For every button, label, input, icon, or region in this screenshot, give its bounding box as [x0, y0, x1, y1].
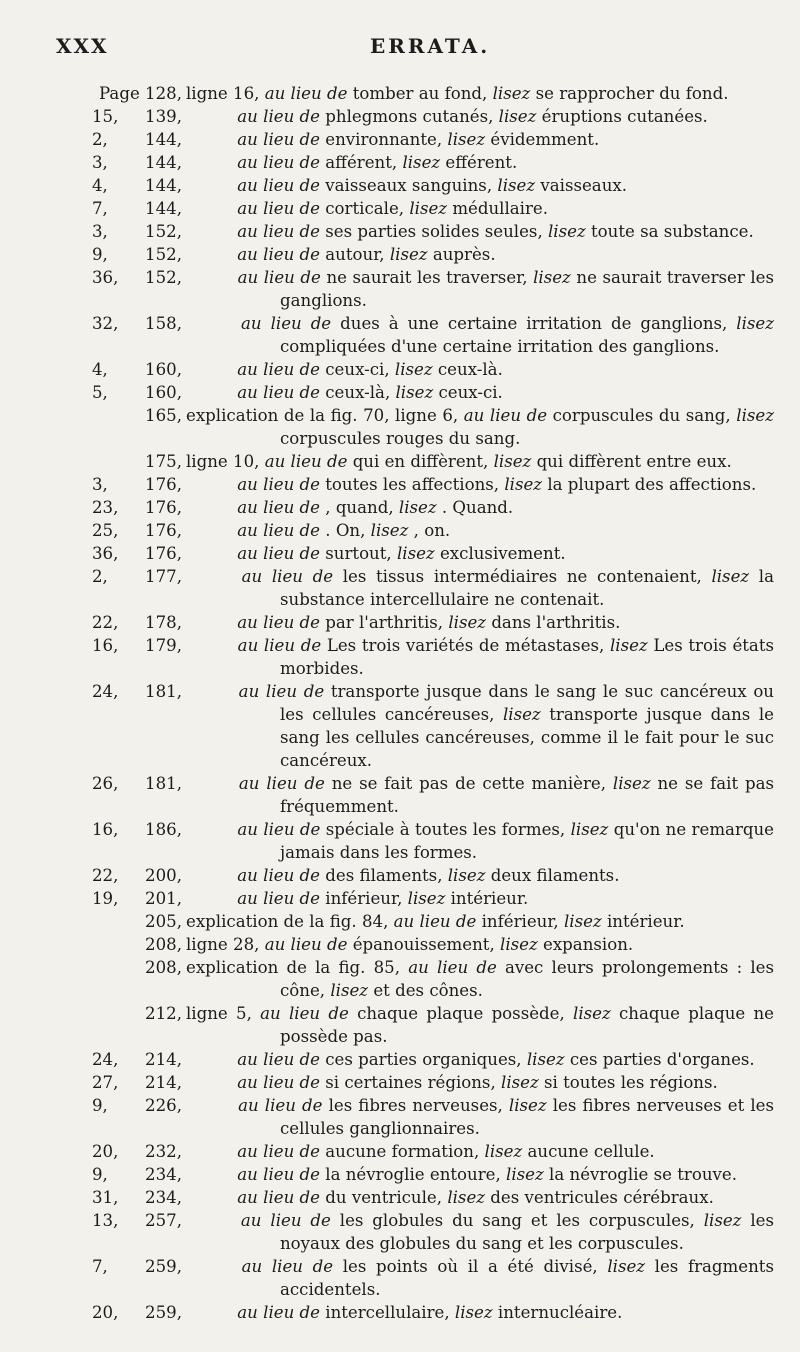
line-number: 24, [92, 682, 119, 701]
correct-text: expansion. [543, 935, 634, 954]
errata-entry [0, 1002, 800, 1048]
errata-entry [0, 312, 800, 358]
line-number: 20, [92, 1303, 119, 1322]
line-number: 16, [92, 820, 119, 839]
read-label: lisez [508, 1096, 547, 1115]
errata-entry [0, 1140, 800, 1163]
read-label: lisez [484, 1142, 523, 1161]
wrong-text: afférent, [325, 153, 398, 172]
instead-label: au lieu de [237, 613, 320, 632]
correct-text: se rapprocher du fond. [535, 84, 729, 103]
correct-text: aucune cellule. [527, 1142, 655, 1161]
read-label: lisez [607, 1257, 646, 1276]
wrong-text: avec leurs prolongements : les cône, [280, 958, 775, 1000]
read-label: lisez [389, 245, 428, 264]
correct-text: intérieur. [606, 912, 685, 931]
line-number: 23, [92, 498, 119, 517]
line-number: 28, [233, 935, 260, 954]
instead-label: au lieu de [238, 774, 325, 793]
page-number: 160, [145, 360, 182, 379]
wrong-text: ceux-ci, [325, 360, 390, 379]
page-number: 259, [145, 1257, 182, 1276]
read-label: lisez [500, 935, 538, 954]
wrong-text: ceux-là, [325, 383, 391, 402]
read-label: lisez [501, 1073, 539, 1092]
instead-label: au lieu de [237, 889, 320, 908]
read-label: lisez [447, 866, 486, 885]
errata-entry [0, 473, 800, 496]
read-label: lisez [570, 820, 609, 839]
read-label: lisez [497, 176, 536, 195]
read-label: lisez [492, 84, 531, 103]
errata-entry [0, 1048, 800, 1071]
errata-entry [0, 680, 800, 772]
errata-text [186, 404, 774, 450]
correct-text: ceux-là. [437, 360, 503, 379]
line-number: 36, [92, 268, 119, 287]
errata-entry [0, 1186, 800, 1209]
read-label: lisez [493, 452, 532, 471]
instead-label: au lieu de [237, 1142, 320, 1161]
line-prefix: ligne [186, 84, 228, 103]
errata-text [186, 956, 775, 1002]
correct-text: corpuscules rouges du sang. [280, 429, 521, 448]
correct-text: si toutes les régions. [544, 1073, 718, 1092]
wrong-text: par l'arthritis, [325, 613, 444, 632]
correct-text: évidemment. [490, 130, 600, 149]
read-label: lisez [736, 406, 774, 425]
page-number: 158, [145, 314, 182, 333]
page-number: 160, [145, 383, 182, 402]
page-number: 144, [145, 176, 182, 195]
read-label: lisez [573, 1004, 611, 1023]
instead-label: au lieu de [237, 199, 320, 218]
line-prefix: explication de la fig. 70, ligne 6, [186, 406, 459, 425]
page-number: 214, [145, 1073, 182, 1092]
page-number: 257, [145, 1211, 182, 1230]
line-number: 4, [92, 360, 108, 379]
page-number: 200, [145, 866, 182, 885]
instead-label: au lieu de [237, 521, 320, 540]
page-number: 214, [145, 1050, 182, 1069]
page-number: 232, [145, 1142, 182, 1161]
page-number: 212, [145, 1004, 182, 1023]
errata-entry [0, 864, 800, 887]
read-label: lisez [447, 1188, 486, 1207]
correct-text: compliquées d'une certaine irritation des ganglions. [280, 337, 720, 356]
read-label: lisez [548, 222, 586, 241]
read-label: lisez [448, 613, 487, 632]
instead-label: au lieu de [264, 935, 348, 954]
read-label: lisez [506, 1165, 544, 1184]
instead-label: au lieu de [237, 636, 322, 655]
correct-text: Les trois états morbides. [280, 636, 775, 678]
errata-entry [0, 772, 800, 818]
read-label: lisez [409, 199, 448, 218]
page-number: 259, [145, 1303, 182, 1322]
instead-label: au lieu de [264, 84, 348, 103]
line-number: 26, [92, 774, 119, 793]
instead-label: au lieu de [264, 452, 348, 471]
wrong-text: la névroglie entoure, [325, 1165, 501, 1184]
line-number: 24, [92, 1050, 119, 1069]
wrong-text: inférieur, [481, 912, 559, 931]
wrong-text: environnante, [325, 130, 443, 149]
correct-text: transporte jusque dans le sang les cellules cancéreuses, comme il le fait pour le suc cancéreux. [280, 705, 774, 770]
line-number: 3, [92, 153, 108, 172]
errata-text [186, 910, 774, 933]
instead-label: au lieu de [237, 153, 320, 172]
read-label: lisez [502, 705, 541, 724]
page-number: 176, [145, 521, 182, 540]
instead-label: au lieu de [237, 1073, 320, 1092]
line-prefix: explication de la fig. 84, [186, 912, 389, 931]
line-number: 10, [233, 452, 260, 471]
instead-label: au lieu de [237, 245, 320, 264]
wrong-text: ne se fait pas de cette manière, [331, 774, 607, 793]
line-prefix: ligne [186, 935, 228, 954]
correct-text: la substance intercellulaire ne contenait. [280, 567, 774, 609]
correct-text: . Quand. [441, 498, 514, 517]
instead-label: au lieu de [237, 498, 320, 517]
line-number: 36, [92, 544, 119, 563]
read-label: lisez [454, 1303, 493, 1322]
wrong-text: corticale, [325, 199, 405, 218]
errata-entry [0, 1094, 800, 1140]
line-number: 13, [92, 1211, 119, 1230]
correct-text: deux filaments. [490, 866, 620, 885]
page-number: 152, [145, 268, 182, 287]
page-header [0, 34, 800, 64]
errata-entry [0, 220, 800, 243]
wrong-text: les fibres nerveuses, [328, 1096, 503, 1115]
correct-text: efférent. [445, 153, 518, 172]
instead-label: au lieu de [260, 1004, 349, 1023]
read-label: lisez [402, 153, 441, 172]
page-number: Page 128, [99, 84, 182, 103]
wrong-text: les globules du sang et les corpuscules, [339, 1211, 695, 1230]
correct-text: la plupart des affections. [547, 475, 757, 494]
page-folio: XXX [56, 34, 109, 58]
read-label: lisez [711, 567, 750, 586]
wrong-text: ses parties solides seules, [325, 222, 543, 241]
errata-entry [0, 381, 800, 404]
instead-label: au lieu de [238, 1096, 323, 1115]
instead-label: au lieu de [237, 176, 320, 195]
page-number: 144, [145, 199, 182, 218]
errata-entry [0, 933, 800, 956]
instead-label: au lieu de [241, 314, 332, 333]
line-prefix: explication de la fig. 85, [186, 958, 401, 977]
line-number: 9, [92, 1165, 108, 1184]
instead-label: au lieu de [237, 130, 320, 149]
errata-entry [0, 450, 800, 473]
instead-label: au lieu de [408, 958, 497, 977]
instead-label: au lieu de [237, 1188, 320, 1207]
wrong-text: toutes les affections, [325, 475, 500, 494]
errata-text [186, 82, 774, 105]
page-number: 178, [145, 613, 182, 632]
read-label: lisez [609, 636, 648, 655]
correct-text: des ventricules cérébraux. [490, 1188, 714, 1207]
errata-entry [0, 565, 800, 611]
instead-label: au lieu de [393, 912, 477, 931]
wrong-text: ces parties organiques, [325, 1050, 522, 1069]
wrong-text: du ventricule, [325, 1188, 443, 1207]
wrong-text: chaque plaque possède, [357, 1004, 565, 1023]
page-number: 176, [145, 498, 182, 517]
read-label: lisez [398, 498, 437, 517]
line-prefix: ligne [186, 452, 228, 471]
errata-entry [0, 151, 800, 174]
wrong-text: si certaines régions, [325, 1073, 496, 1092]
instead-label: au lieu de [237, 1165, 320, 1184]
errata-text [186, 1002, 774, 1048]
correct-text: qui diffèrent entre eux. [536, 452, 732, 471]
wrong-text: phlegmons cutanés, [325, 107, 494, 126]
page-number: 144, [145, 153, 182, 172]
page-number: 179, [145, 636, 182, 655]
correct-text: ne se fait pas fréquemment. [280, 774, 775, 816]
correct-text: , on. [413, 521, 451, 540]
line-number: 5, [236, 1004, 252, 1023]
correct-text: internucléaire. [497, 1303, 623, 1322]
read-label: lisez [504, 475, 543, 494]
correct-text: intérieur. [450, 889, 529, 908]
errata-entry [0, 105, 800, 128]
errata-entry [0, 887, 800, 910]
page-number: 205, [145, 912, 182, 931]
errata-entry [0, 1209, 800, 1255]
wrong-text: dues à une certaine irritation de ganglions, [340, 314, 728, 333]
correct-text: ne saurait traverser les ganglions. [280, 268, 775, 310]
errata-entry [0, 611, 800, 634]
line-number: 32, [92, 314, 119, 333]
instead-label: au lieu de [241, 1257, 334, 1276]
read-label: lisez [533, 268, 571, 287]
line-number: 16, [233, 84, 260, 103]
wrong-text: surtout, [325, 544, 392, 563]
correct-text: dans l'arthritis. [491, 613, 621, 632]
correct-text: chaque plaque ne possède pas. [280, 1004, 774, 1046]
line-number: 31, [92, 1188, 119, 1207]
wrong-text: tomber au fond, [352, 84, 488, 103]
instead-label: au lieu de [240, 1211, 331, 1230]
read-label: lisez [526, 1050, 565, 1069]
instead-label: au lieu de [237, 383, 320, 402]
correct-text: ces parties d'organes. [569, 1050, 755, 1069]
line-number: 22, [92, 613, 119, 632]
line-number: 25, [92, 521, 119, 540]
instead-label: au lieu de [237, 544, 320, 563]
wrong-text: autour, [325, 245, 385, 264]
errata-entry [0, 542, 800, 565]
wrong-text: . On, [325, 521, 366, 540]
instead-label: au lieu de [241, 567, 334, 586]
read-label: lisez [498, 107, 537, 126]
page-number: 139, [145, 107, 182, 126]
read-label: lisez [396, 544, 435, 563]
errata-entry [0, 910, 800, 933]
page-number: 177, [145, 567, 182, 586]
instead-label: au lieu de [237, 107, 320, 126]
wrong-text: qui en diffèrent, [352, 452, 489, 471]
wrong-text: , quand, [325, 498, 394, 517]
wrong-text: les tissus intermédiaires ne contenaient, [342, 567, 702, 586]
errata-entry [0, 519, 800, 542]
errata-entry [0, 82, 800, 105]
correct-text: ceux-ci. [438, 383, 503, 402]
instead-label: au lieu de [237, 268, 321, 287]
correct-text: vaisseaux. [540, 176, 628, 195]
page-number: 208, [145, 958, 182, 977]
errata-entry [0, 128, 800, 151]
running-title: ERRATA. [370, 34, 491, 58]
line-number: 19, [92, 889, 119, 908]
errata-text [186, 933, 774, 956]
wrong-text: épanouissement, [352, 935, 495, 954]
correct-text: les fibres nerveuses et les cellules ganglionnaires. [280, 1096, 775, 1138]
page-number: 152, [145, 245, 182, 264]
instead-label: au lieu de [237, 866, 320, 885]
read-label: lisez [703, 1211, 742, 1230]
correct-text: toute sa substance. [590, 222, 754, 241]
errata-entry [0, 818, 800, 864]
line-number: 7, [92, 1257, 108, 1276]
wrong-text: spéciale à toutes les formes, [325, 820, 566, 839]
instead-label: au lieu de [237, 1050, 320, 1069]
errata-text [186, 450, 774, 473]
correct-text: la névroglie se trouve. [549, 1165, 737, 1184]
line-prefix: ligne [186, 1004, 228, 1023]
page-number: 175, [145, 452, 182, 471]
wrong-text: Les trois variétés de métastases, [326, 636, 605, 655]
errata-entry [0, 496, 800, 519]
correct-text: et des cônes. [373, 981, 483, 1000]
correct-text: les noyaux des globules du sang et les corpuscules. [280, 1211, 774, 1253]
page-number: 201, [145, 889, 182, 908]
page-number: 208, [145, 935, 182, 954]
errata-entry [0, 266, 800, 312]
wrong-text: des filaments, [325, 866, 443, 885]
errata-entry [0, 956, 800, 1002]
errata-entry [0, 1255, 800, 1301]
correct-text: exclusivement. [439, 544, 566, 563]
correct-text: qu'on ne remarque jamais dans les formes. [280, 820, 775, 862]
line-number: 20, [92, 1142, 119, 1161]
instead-label: au lieu de [463, 406, 548, 425]
instead-label: au lieu de [237, 222, 320, 241]
read-label: lisez [612, 774, 651, 793]
line-number: 3, [92, 222, 108, 241]
line-number: 15, [92, 107, 119, 126]
page-number: 226, [145, 1096, 182, 1115]
page-number: 181, [145, 774, 182, 793]
wrong-text: corpuscules du sang, [552, 406, 731, 425]
line-number: 4, [92, 176, 108, 195]
wrong-text: vaisseaux sanguins, [325, 176, 493, 195]
correct-text: médullaire. [452, 199, 549, 218]
page-number: 181, [145, 682, 182, 701]
errata-entry [0, 358, 800, 381]
line-number: 27, [92, 1073, 119, 1092]
errata-entry [0, 197, 800, 220]
line-number: 3, [92, 475, 108, 494]
errata-entry [0, 1071, 800, 1094]
wrong-text: intercellulaire, [325, 1303, 450, 1322]
wrong-text: transporte jusque dans le sang le suc cancéreux ou les cellules cancéreuses, [280, 682, 774, 724]
errata-entry [0, 1301, 800, 1324]
wrong-text: inférieur, [325, 889, 403, 908]
line-number: 5, [92, 383, 108, 402]
instead-label: au lieu de [237, 360, 320, 379]
correct-text: éruptions cutanées. [541, 107, 708, 126]
page-number: 165, [145, 406, 182, 425]
errata-list [0, 82, 800, 1324]
line-number: 9, [92, 245, 108, 264]
page-number: 152, [145, 222, 182, 241]
errata-entry [0, 634, 800, 680]
instead-label: au lieu de [237, 820, 321, 839]
line-number: 22, [92, 866, 119, 885]
read-label: lisez [395, 383, 434, 402]
line-number: 9, [92, 1096, 108, 1115]
wrong-text: ne saurait les traverser, [326, 268, 528, 287]
page-number: 144, [145, 130, 182, 149]
page-number: 234, [145, 1188, 182, 1207]
errata-entry [0, 404, 800, 450]
read-label: lisez [736, 314, 774, 333]
line-number: 2, [92, 567, 108, 586]
errata-entry [0, 174, 800, 197]
page-number: 176, [145, 475, 182, 494]
read-label: lisez [564, 912, 602, 931]
read-label: lisez [330, 981, 369, 1000]
line-number: 7, [92, 199, 108, 218]
read-label: lisez [370, 521, 409, 540]
page-number: 176, [145, 544, 182, 563]
instead-label: au lieu de [237, 475, 320, 494]
errata-entry [0, 1163, 800, 1186]
read-label: lisez [394, 360, 433, 379]
wrong-text: aucune formation, [325, 1142, 480, 1161]
wrong-text: les points où il a été divisé, [342, 1257, 598, 1276]
page-number: 234, [145, 1165, 182, 1184]
line-number: 16, [92, 636, 119, 655]
correct-text: les fragments accidentels. [280, 1257, 774, 1299]
errata-entry [0, 243, 800, 266]
page-number: 186, [145, 820, 182, 839]
read-label: lisez [407, 889, 446, 908]
correct-text: auprès. [432, 245, 496, 264]
line-number: 2, [92, 130, 108, 149]
instead-label: au lieu de [237, 1303, 320, 1322]
read-label: lisez [447, 130, 486, 149]
instead-label: au lieu de [238, 682, 325, 701]
